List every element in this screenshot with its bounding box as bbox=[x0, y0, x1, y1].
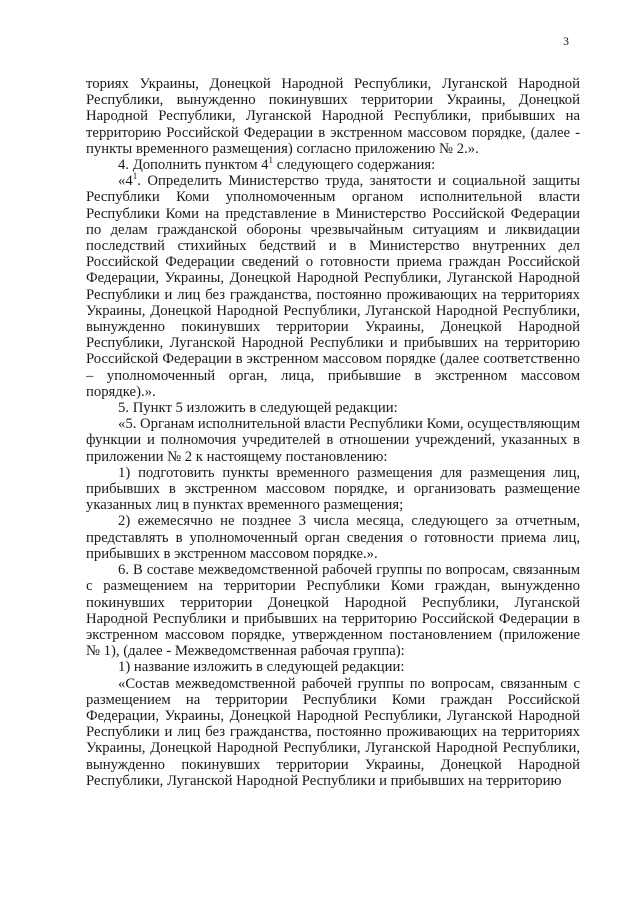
paragraph-item-6: 6. В составе межведомственной рабочей группы по вопросам, связанным с размещением на территории Республики Коми граждан, вынужденно покинувших территории Донецкой Народной Республики, Луганской Народной Республики и прибывших на территорию Российской Федерации в экстренном массовом порядке, утвержденном постановлением (приложение № 1), (далее - Межведомственная рабочая группа): bbox=[86, 562, 580, 660]
paragraph-item-5-text: «5. Органам исполнительной власти Республики Коми, осуществляющим функции и полномочия учредителей в отношении учреждений, указанных в приложении № 2 к настоящему постановлению: bbox=[86, 416, 580, 465]
paragraph-subitem-2: 2) ежемесячно не позднее 3 числа месяца, следующего за отчетным, представлять в уполномоченный орган сведения о готовности приема лиц, прибывших в экстренном массовом порядке.». bbox=[86, 513, 580, 562]
paragraph-item-4-1: «$4^1$. Определить Министерство труда, занятости и социальной защиты Республики Коми уполномоченным органом исполнительной власти Республики Коми на представление в Министерство Российской Федерации по делам гражданской обороны чрезвычайным ситуациям и ликвидации последствий стихийных бедствий и в Министерство внутренних дел Российской Федерации сведений о готовности приема граждан Российской Федерации, Украины, Донецкой Народной Республики, Луганской Народной Республики и лиц без гражданства, постоянно проживающих на территориях Украины, Донецкой Народной Республики, Луганской Народной Республики, вынужденно покинувших территории Украины, Донецкой Народной Республики, Луганской Народной Республики и прибывших на территорию Российской Федерации в экстренном массовом порядке (далее соответственно – уполномоченный орган, лица, прибывшие в экстренном массовом порядке).». bbox=[86, 171, 580, 400]
paragraph-item-6-1-text: «Состав межведомственной рабочей группы по вопросам, связанным с размещением на территории Республики Коми граждан Российской Федерации, Украины, Донецкой Народной Республики, Луганской Народной Республики и лиц без гражданства, постоянно проживающих на территориях Украины, Донецкой Народной Республики, Луганской Народной Республики, вынужденно покинувших территории Украины, Донецкой Народной Республики, Луганской Народной Республики и прибывших на территорию bbox=[86, 675, 580, 789]
paragraph-continuation: ториях Украины, Донецкой Народной Республики, Луганской Народной Республики, вынужденно покинувших территории Украины, Донецкой Народной Республики, Луганской Народной Республики, прибывших на территорию Российской Федерации в экстренном массовом порядке, (далее - пункты временного размещения) согласно приложению № 2.». bbox=[86, 76, 580, 157]
paragraph-subitem-1: 1) подготовить пункты временного размещения для размещения лиц, прибывших в экстренном массовом порядке, и организовать размещение указанных лиц в пунктах временного размещения; bbox=[86, 464, 580, 514]
paragraph-item-5: 5. Пункт 5 изложить в следующей редакции: bbox=[118, 400, 398, 417]
paragraph-item-4: 4. Дополнить пунктом $4^1$ следующего содержания: bbox=[118, 155, 436, 174]
document-body bbox=[86, 76, 580, 789]
paragraph-item-6-1: 1) название изложить в следующей редакции: bbox=[118, 659, 405, 676]
page-number: 3 bbox=[563, 34, 569, 48]
